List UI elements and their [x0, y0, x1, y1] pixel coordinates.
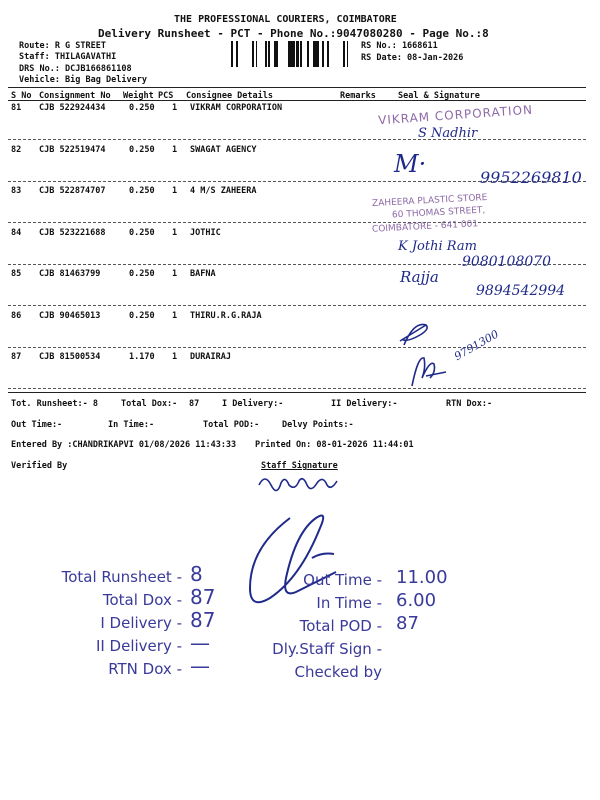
col-seal-signature: Seal & Signature [398, 91, 480, 101]
handwritten-right-label: In Time - [316, 594, 382, 612]
staff-label: Staff: THILAGAVATHI [19, 52, 117, 62]
row-consignment-no: CJB 81463799 [39, 269, 101, 279]
runsheet-subtitle: Delivery Runsheet - PCT - Phone No.:9047080280 - Page No.:8 [98, 27, 489, 40]
verified-by: Verified By [11, 461, 68, 471]
row-pcs: 1 [172, 228, 178, 238]
handwritten-left-label: Total Dox - [102, 591, 182, 609]
row-sno: 82 [11, 145, 22, 155]
handwritten-right-value: 6.00 [396, 590, 437, 611]
signature-85: Rajja [400, 268, 439, 286]
company-title: THE PROFESSIONAL COURIERS, COIMBATORE [174, 14, 397, 25]
row-pcs: 1 [172, 269, 178, 279]
rs-date: RS Date: 08-Jan-2026 [361, 53, 464, 63]
table-header-rule [8, 100, 586, 101]
barcode-bar [322, 41, 324, 67]
barcode-bar [316, 41, 318, 67]
rtn-dox-label: RTN Dox:- [446, 399, 493, 409]
row-weight: 0.250 [129, 269, 155, 279]
row-pcs: 1 [172, 186, 178, 196]
handwritten-left-label: RTN Dox - [108, 660, 182, 678]
barcode-bar [274, 41, 275, 67]
col-consignment: Consignment No [39, 91, 111, 101]
barcode-bar [290, 41, 292, 67]
row-consignee: JOTHIC [190, 228, 221, 238]
row-consignee: DURAIRAJ [190, 352, 231, 362]
row-divider [8, 388, 586, 389]
handwritten-left-value: 87 [190, 585, 216, 609]
row-divider [8, 305, 586, 306]
col-pcs: PCS [158, 91, 174, 101]
col-remarks: Remarks [340, 91, 376, 101]
handwritten-right-value: 11.00 [396, 567, 448, 588]
barcode-bar [256, 41, 257, 67]
signature-81: S Nadhir [418, 126, 478, 141]
barcode-bar [307, 41, 309, 67]
vikram-stamp: VIKRAM CORPORATION [377, 102, 534, 128]
signature-84: K Jothi Ram [398, 239, 477, 254]
col-sno: S No [11, 91, 32, 101]
phone-85: 9894542994 [476, 283, 566, 299]
row-consignee: BAFNA [190, 269, 216, 279]
row-consignment-no: CJB 522519474 [39, 145, 106, 155]
table-top-rule [8, 87, 586, 88]
handwritten-right-value: 87 [396, 613, 419, 634]
signature-86 [396, 315, 436, 351]
total-dox-label: Total Dox:- [121, 399, 178, 409]
row-sno: 86 [11, 311, 22, 321]
row-consignee: VIKRAM CORPORATION [190, 103, 283, 113]
tot-runsheet: Tot. Runsheet:- 8 [11, 399, 98, 409]
handwritten-right-label: Checked by [294, 663, 382, 681]
handwritten-left-value: — [190, 654, 210, 678]
ii-delivery-label: II Delivery:- [331, 399, 398, 409]
row-consignment-no: CJB 522874707 [39, 186, 106, 196]
delvy-points-label: Delvy Points:- [282, 420, 354, 430]
barcode-bar [268, 41, 270, 67]
row-consignment-no: CJB 522924434 [39, 103, 106, 113]
row-consignment-no: CJB 523221688 [39, 228, 106, 238]
barcode-bar [318, 41, 319, 67]
col-consignee: Consignee Details [186, 91, 273, 101]
stamp-83-line3: COIMBATORE - 641 001 [371, 219, 479, 235]
barcode-bar [253, 41, 254, 67]
handwritten-left-label: II Delivery - [95, 637, 182, 655]
staff-signature-label: Staff Signature [261, 461, 338, 471]
barcode-bar [231, 41, 233, 67]
handwritten-left-value: 87 [190, 608, 216, 632]
stamp-83-line1: ZAHEERA PLASTIC STORE [371, 192, 488, 210]
row-consignee: 4 M/S ZAHEERA [190, 186, 257, 196]
vehicle-label: Vehicle: Big Bag Delivery [19, 75, 147, 85]
row-consignee: SWAGAT AGENCY [190, 145, 257, 155]
stamp-83-line2: 60 THOMAS STREET, [391, 205, 486, 221]
signature-82: M· [394, 150, 427, 178]
handwritten-right-label: Out Time - [303, 571, 382, 589]
barcode-bar [296, 41, 299, 67]
barcode-bar [347, 41, 348, 67]
row-sno: 83 [11, 186, 22, 196]
phone-82: 9952269810 [480, 168, 582, 187]
signature-87 [408, 350, 458, 390]
out-time-label: Out Time:- [11, 420, 63, 430]
total-pod-label: Total POD:- [203, 420, 260, 430]
staff-signature-scribble [255, 469, 365, 495]
printed-on: Printed On: 08-01-2026 11:44:01 [255, 440, 414, 450]
handwritten-left-label: Total Runsheet - [61, 568, 182, 586]
row-pcs: 1 [172, 311, 178, 321]
entered-by: Entered By :CHANDRIKAPVI 01/08/2026 11:43:33 [11, 440, 237, 450]
col-weight: Weight [123, 91, 154, 101]
barcode-bar [288, 41, 290, 67]
handwritten-right-label: Total POD - [299, 617, 382, 635]
barcode-bar [275, 41, 278, 67]
row-pcs: 1 [172, 352, 178, 362]
row-weight: 0.250 [129, 186, 155, 196]
row-weight: 0.250 [129, 228, 155, 238]
row-weight: 0.250 [129, 311, 155, 321]
barcode [231, 41, 357, 67]
barcode-bar [300, 41, 302, 67]
barcode-bar [265, 41, 267, 67]
row-weight: 0.250 [129, 103, 155, 113]
handwritten-left-label: I Delivery - [100, 614, 182, 632]
i-delivery-label: I Delivery:- [222, 399, 284, 409]
handwritten-right-label: Dly.Staff Sign - [272, 640, 382, 658]
row-divider [8, 139, 586, 140]
handwritten-left-value: 8 [190, 562, 203, 586]
phone-87: 9791300 [452, 327, 501, 364]
row-divider [8, 347, 586, 348]
barcode-bar [343, 41, 344, 67]
barcode-bar [313, 41, 314, 67]
row-pcs: 1 [172, 145, 178, 155]
barcode-bar [344, 41, 345, 67]
totals-rule [8, 392, 586, 393]
barcode-bar [327, 41, 329, 67]
row-consignee: THIRU.R.G.RAJA [190, 311, 262, 321]
route-label: Route: R G STREET [19, 41, 106, 51]
row-sno: 87 [11, 352, 22, 362]
in-time-label: In Time:- [108, 420, 155, 430]
row-sno: 81 [11, 103, 22, 113]
drs-label: DRS No.: DCJB166861108 [19, 64, 132, 74]
barcode-bar [252, 41, 253, 67]
row-consignment-no: CJB 81500534 [39, 352, 101, 362]
phone-84: 9080108070 [462, 254, 552, 270]
row-sno: 84 [11, 228, 22, 238]
rs-number: RS No.: 1668611 [361, 41, 438, 51]
row-pcs: 1 [172, 103, 178, 113]
row-consignment-no: CJB 90465013 [39, 311, 101, 321]
row-weight: 0.250 [129, 145, 155, 155]
row-divider [8, 222, 586, 223]
handwritten-left-value: — [190, 631, 210, 655]
row-sno: 85 [11, 269, 22, 279]
row-weight: 1.170 [129, 352, 155, 362]
barcode-bar [292, 41, 295, 67]
barcode-bar [236, 41, 238, 67]
barcode-bar [315, 41, 316, 67]
barcode-bar [314, 41, 315, 67]
total-dox-value: 87 [189, 399, 200, 409]
